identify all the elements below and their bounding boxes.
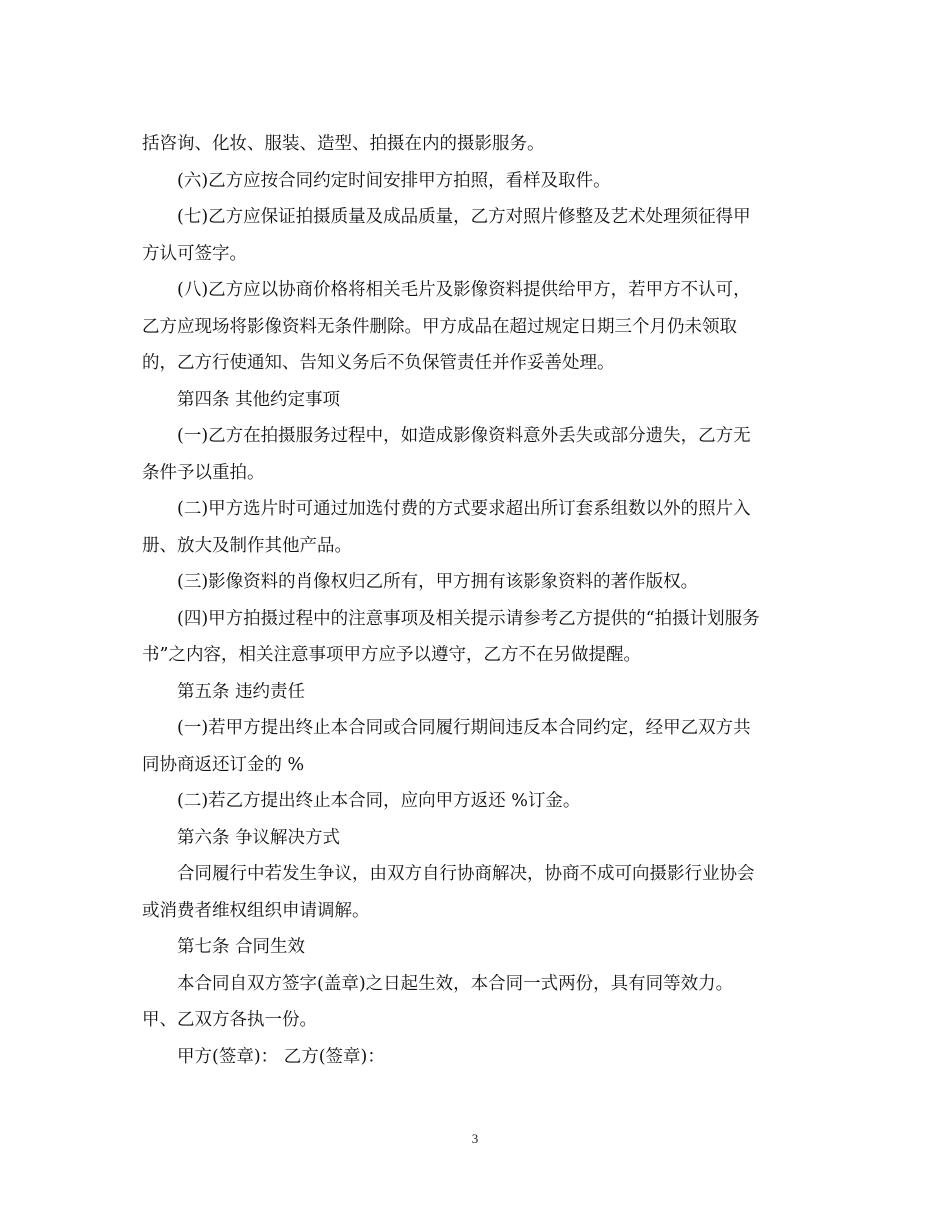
clause-six-line: (六)乙方应按合同约定时间安排甲方拍照，看样及取件。: [177, 170, 611, 191]
body-line: 甲、乙双方各执一份。: [142, 1010, 317, 1030]
body-line: 括咨询、化妆、服装、造型、拍摄在内的摄影服务。: [142, 134, 545, 154]
article-seven-heading: 第七条 合同生效: [177, 937, 306, 957]
article-five-item-one: (一)若甲方提出终止本合同或合同履行期间违反本合同约定，经甲乙双方共: [177, 718, 751, 738]
body-line: 同协商返还订金的 %: [142, 754, 305, 775]
article-six-heading: 第六条 争议解决方式: [177, 827, 341, 848]
article-seven-text: 本合同自双方签字(盖章)之日起生效，本合同一式两份，具有同等效力。: [177, 973, 734, 994]
article-six-text: 合同履行中若发生争议，由双方自行协商解决，协商不成可向摄影行业协会: [177, 864, 755, 884]
body-line: 条件予以重拍。: [142, 462, 265, 483]
body-line: 的，乙方行使通知、告知义务后不负保管责任并作妥善处理。: [142, 353, 615, 373]
body-line: 册、放大及制作其他产品。: [142, 535, 352, 556]
signature-line: 甲方(签章)： 乙方(签章)：: [177, 1046, 385, 1067]
article-five-item-two: (二)若乙方提出终止本合同，应向甲方返还 %订金。: [177, 791, 581, 811]
article-four-item-four: (四)甲方拍摄过程中的注意事项及相关提示请参考乙方提供的“拍摄计划服务: [177, 608, 760, 629]
article-four-item-three: (三)影像资料的肖像权归乙所有，甲方拥有该影象资料的著作版权。: [177, 572, 699, 592]
body-line: 书”之内容，相关注意事项甲方应予以遵守，乙方不在另做提醒。: [142, 645, 641, 665]
article-four-item-two: (二)甲方选片时可通过加选付费的方式要求超出所订套系组数以外的照片入: [177, 499, 751, 519]
clause-seven-line: (七)乙方应保证拍摄质量及成品质量，乙方对照片修整及艺术处理须征得甲: [177, 207, 751, 227]
page-number: 3: [471, 1131, 479, 1146]
clause-eight-line: (八)乙方应以协商价格将相关毛片及影像资料提供给甲方，若甲方不认可，: [177, 280, 751, 300]
body-line: 或消费者维权组织申请调解。: [142, 900, 370, 921]
document-body: [142, 126, 812, 1075]
article-four-heading: 第四条 其他约定事项: [177, 389, 341, 410]
body-line: 方认可签字。: [142, 243, 247, 264]
article-four-item-one: (一)乙方在拍摄服务过程中，如造成影像资料意外丢失或部分遗失，乙方无: [177, 426, 751, 446]
article-five-heading: 第五条 违约责任: [177, 681, 306, 702]
body-line: 乙方应现场将影像资料无条件删除。甲方成品在超过规定日期三个月仍未领取: [142, 316, 737, 337]
